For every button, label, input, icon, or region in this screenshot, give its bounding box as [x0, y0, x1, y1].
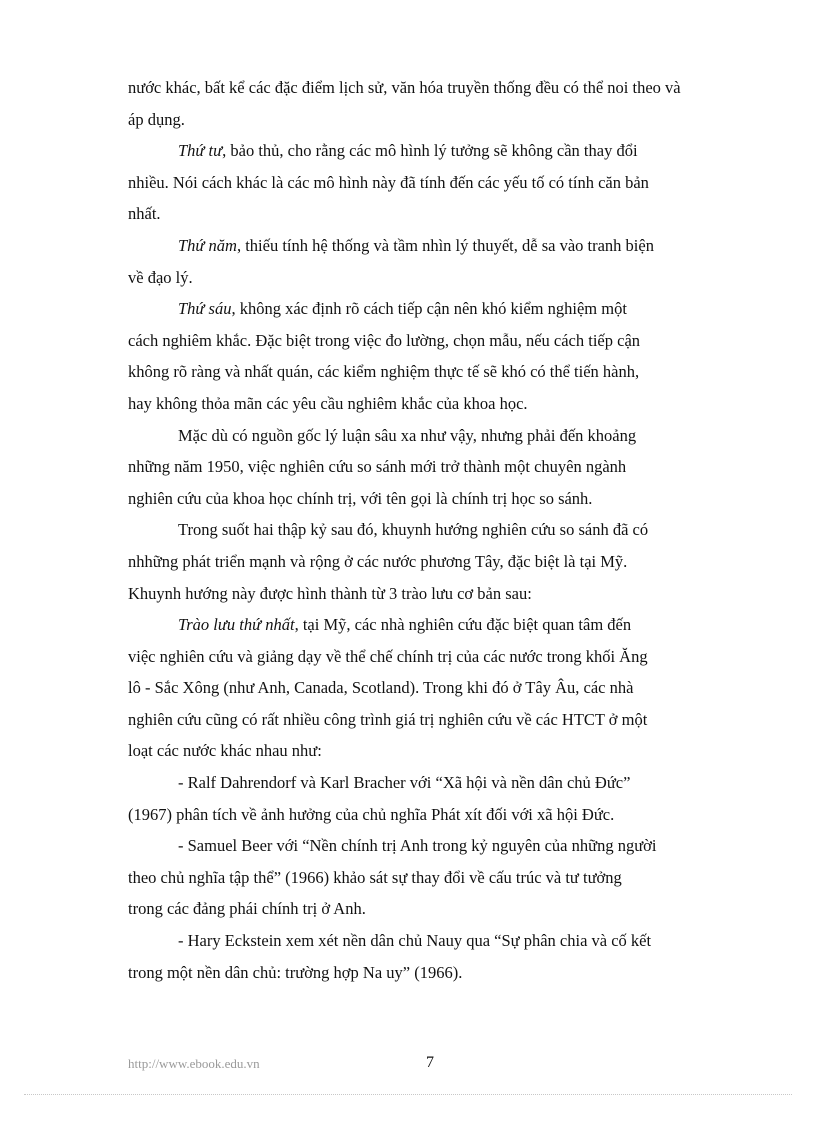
text-line: [128, 325, 728, 357]
text-emphasis: Thứ năm: [178, 235, 237, 255]
text-line: [128, 420, 728, 452]
text-line: [128, 957, 728, 989]
text-run: không rõ ràng và nhất quán, các kiểm nghiệm thực tế sẽ khó có thể tiến hành,: [128, 362, 640, 382]
text-line: [128, 104, 728, 136]
text-line: [128, 135, 728, 167]
text-emphasis: Thứ sáu: [178, 299, 232, 319]
text-run: - Ralf Dahrendorf và Karl Bracher với “Xã hội và nền dân chủ Đức”: [178, 773, 631, 793]
text-run: Mặc dù có nguồn gốc lý luận sâu xa như vậy, nhưng phải đến khoảng: [178, 425, 637, 445]
text-line: [128, 704, 728, 736]
text-line: [128, 641, 728, 673]
text-run: loạt các nước khác nhau như:: [128, 741, 322, 761]
text-line: [128, 862, 728, 894]
text-line: [128, 262, 728, 294]
text-line: [128, 830, 728, 862]
text-line: [128, 293, 728, 325]
text-run: hay không thỏa mãn các yêu cầu nghiêm khắc của khoa học.: [128, 393, 528, 413]
body-text: [128, 72, 728, 988]
text-run: nhiều. Nói cách khác là các mô hình này đã tính đến các yếu tố có tính căn bản: [128, 172, 649, 192]
text-run: nhhững phát triển mạnh và rộng ở các nước phương Tây, đặc biệt là tại Mỹ.: [128, 551, 628, 571]
text-run: nghiên cứu cũng có rất nhiều công trình giá trị nghiên cứu về các HTCT ở một: [128, 709, 648, 729]
text-run: , thiếu tính hệ thống và tầm nhìn lý thuyết, dễ sa vào tranh biện: [236, 235, 654, 255]
text-line: [128, 72, 728, 104]
text-line: [128, 672, 728, 704]
text-line: [128, 451, 728, 483]
footer-url: http://www.ebook.edu.vn: [128, 1056, 260, 1071]
text-run: về đạo lý.: [128, 267, 193, 287]
text-line: [128, 925, 728, 957]
text-line: [128, 546, 728, 578]
footer-divider: [24, 1094, 792, 1095]
text-line: [128, 230, 728, 262]
text-line: [128, 388, 728, 420]
text-run: việc nghiên cứu và giảng dạy về thể chế chính trị của các nước trong khối Ăng: [128, 646, 648, 666]
text-line: [128, 609, 728, 641]
page-number: 7: [426, 1054, 434, 1071]
text-line: [128, 735, 728, 767]
text-run: Trong suốt hai thập kỷ sau đó, khuynh hướng nghiên cứu so sánh đã có: [178, 520, 649, 540]
text-run: trong một nền dân chủ: trường hợp Na uy” (1966).: [128, 962, 463, 982]
text-emphasis: Thứ tư: [178, 141, 223, 161]
text-run: - Hary Eckstein xem xét nền dân chủ Nauy qua “Sự phân chia và cố kết: [178, 931, 652, 951]
text-run: nhất.: [128, 204, 161, 224]
text-run: , tại Mỹ, các nhà nghiên cứu đặc biệt quan tâm đến: [294, 615, 632, 635]
text-line: [128, 356, 728, 388]
text-line: [128, 893, 728, 925]
text-line: [128, 799, 728, 831]
text-run: (1967) phân tích về ảnh hưởng của chủ nghĩa Phát xít đối với xã hội Đức.: [128, 804, 615, 824]
text-line: [128, 514, 728, 546]
text-line: [128, 578, 728, 610]
text-emphasis: Trào lưu thứ nhất: [178, 615, 295, 635]
text-line: [128, 767, 728, 799]
text-run: áp dụng.: [128, 109, 185, 129]
text-run: nghiên cứu của khoa học chính trị, với tên gọi là chính trị học so sánh.: [128, 488, 593, 508]
text-run: - Samuel Beer với “Nền chính trị Anh trong kỷ nguyên của những người: [178, 836, 657, 856]
text-line: [128, 483, 728, 515]
text-run: , bảo thủ, cho rằng các mô hình lý tưởng sẽ không cần thay đổi: [222, 141, 638, 161]
text-run: theo chủ nghĩa tập thể” (1966) khảo sát sự thay đổi về cấu trúc và tư tưởng: [128, 867, 622, 887]
text-run: những năm 1950, việc nghiên cứu so sánh mới trở thành một chuyên ngành: [128, 457, 627, 477]
text-run: , không xác định rõ cách tiếp cận nên khó kiểm nghiệm một: [231, 299, 627, 319]
text-run: Khuynh hướng này được hình thành từ 3 trào lưu cơ bản sau:: [128, 583, 532, 603]
text-line: [128, 198, 728, 230]
text-run: nước khác, bất kể các đặc điểm lịch sử, văn hóa truyền thống đều có thể noi theo và: [128, 78, 681, 97]
text-run: cách nghiêm khắc. Đặc biệt trong việc đo lường, chọn mẫu, nếu cách tiếp cận: [128, 330, 641, 350]
text-line: [128, 167, 728, 199]
text-run: trong các đảng phái chính trị ở Anh.: [128, 899, 366, 919]
text-run: lô - Sắc Xông (như Anh, Canada, Scotland). Trong khi đó ở Tây Âu, các nhà: [128, 678, 634, 698]
